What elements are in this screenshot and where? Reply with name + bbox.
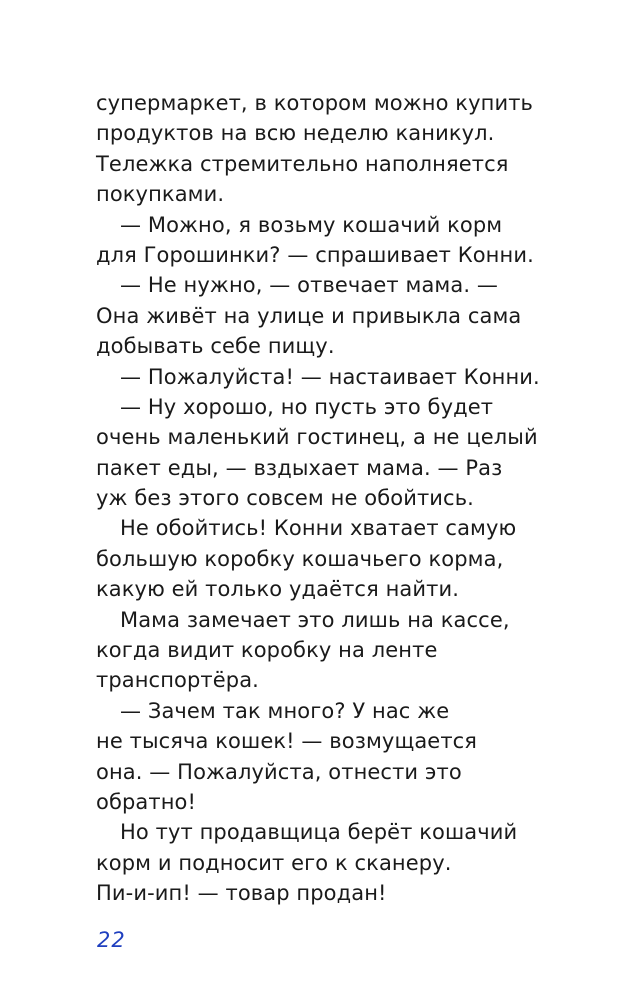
text-line: продуктов на всю неделю каникул. (96, 121, 495, 146)
text-line: большую коробку кошачьего корма, (96, 546, 504, 571)
text-line: Тележка стремительно наполняется (96, 151, 509, 176)
text-line: обратно! (96, 789, 197, 814)
text-line: какую ей только удаётся найти. (96, 577, 459, 602)
page-number: 22 (97, 928, 126, 952)
text-line: покупками. (96, 182, 225, 207)
text-line: Не обойтись! Конни хватает самую (120, 516, 517, 541)
text-line: не тысяча кошек! — возмущается (96, 729, 478, 754)
text-line: — Зачем так много? У нас же (120, 698, 450, 723)
text-line: Пи-и-ип! — товар продан! (96, 881, 387, 906)
text-line: для Горошинки? — спрашивает Конни. (96, 242, 534, 267)
text-line: корм и подносит его к сканеру. (96, 850, 452, 875)
text-line: транспортёра. (96, 668, 259, 693)
text-line: пакет еды, — вздыхает мама. — Раз (96, 455, 503, 480)
text-line: Мама замечает это лишь на кассе, (120, 607, 510, 632)
text-line: она. — Пожалуйста, отнести это (96, 759, 462, 784)
text-line: — Можно, я возьму кошачий корм (120, 212, 503, 237)
text-line: очень маленький гостинец, а не целый (96, 425, 538, 450)
text-line: Но тут продавщица берёт кошачий (120, 820, 518, 845)
text-line: когда видит коробку на ленте (96, 638, 438, 663)
text-line: Она живёт на улице и привыкла сама (96, 303, 522, 328)
text-line: супермаркет, в котором можно купить (96, 91, 534, 115)
text-line: уж без этого совсем не обойтись. (96, 486, 474, 511)
text-line: добывать себе пищу. (96, 334, 335, 359)
body-text (96, 88, 540, 909)
text-line: — Ну хорошо, но пусть это будет (120, 394, 494, 419)
text-line: — Не нужно, — отвечает мама. — (120, 273, 498, 298)
text-line: — Пожалуйста! — настаивает Конни. (120, 364, 540, 389)
